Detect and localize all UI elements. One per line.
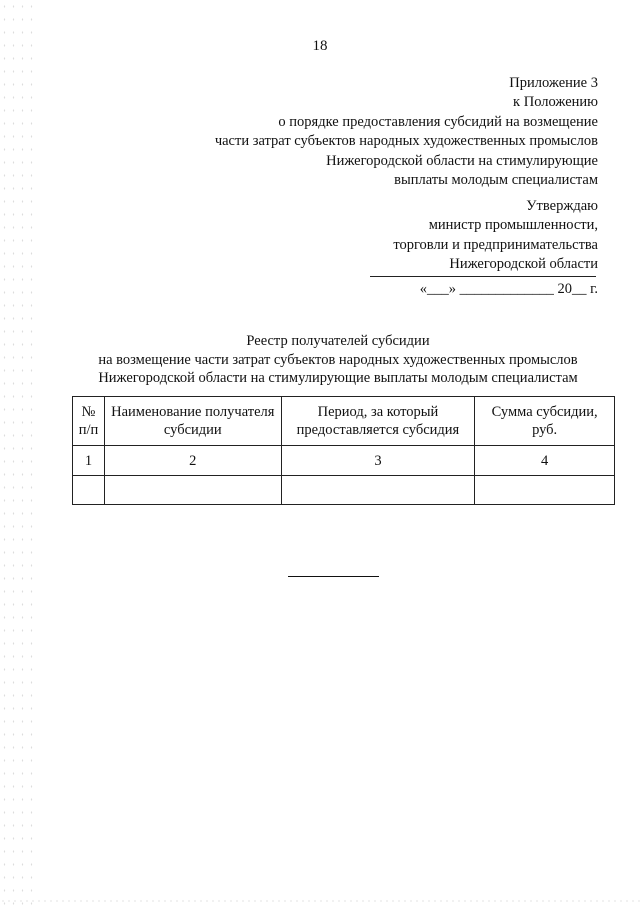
table-cell: [73, 476, 105, 505]
end-of-document-rule: [288, 576, 379, 577]
header-recipient-name: Наименование получателя субсидии: [104, 397, 281, 446]
approval-block: [393, 197, 598, 275]
title-line: Реестр получателей субсидии: [246, 333, 430, 349]
appendix-line: Приложение 3: [509, 75, 598, 91]
header-period: Период, за который предоставляется субсидия: [281, 397, 475, 446]
approval-line: Утверждаю: [526, 198, 598, 214]
table-cell: 3: [281, 446, 475, 476]
page-number: 18: [312, 38, 328, 54]
table-cell: [281, 476, 475, 505]
document-title: [0, 332, 640, 388]
table-row: [73, 476, 615, 505]
appendix-line: Нижегородской области на стимулирующие: [326, 152, 598, 169]
appendix-line: выплаты молодым специалистам: [394, 172, 598, 189]
approval-line: торговли и предпринимательства: [393, 236, 598, 253]
table-cell: [475, 476, 615, 505]
date-line: «___» _____________ 20__ г.: [419, 281, 598, 297]
table-cell: 2: [104, 446, 281, 476]
appendix-line: о порядке предоставления субсидий на возмещение: [278, 113, 598, 130]
header-number: № п/п: [73, 397, 105, 446]
appendix-header: [215, 74, 598, 190]
appendix-line: части затрат субъектов народных художественных промыслов: [214, 133, 598, 150]
registry-table: [72, 396, 615, 505]
signature-line: [370, 276, 596, 277]
scan-noise-left: [0, 0, 36, 905]
scan-noise-bottom: [0, 899, 640, 903]
table-header-row: [73, 397, 615, 446]
approval-line: министр промышленности,: [428, 217, 598, 234]
table-cell: [104, 476, 281, 505]
table-cell: 1: [73, 446, 105, 476]
approval-line: Нижегородской области: [449, 256, 598, 273]
title-line: Нижегородской области на стимулирующие выплаты молодым специалистам: [98, 370, 578, 386]
table-cell: 4: [475, 446, 615, 476]
appendix-line: к Положению: [513, 94, 598, 111]
header-subsidy-amount: Сумма субсидии, руб.: [475, 397, 615, 446]
title-line: на возмещение части затрат субъектов народных художественных промыслов: [98, 351, 578, 368]
column-numbers-row: [73, 446, 615, 476]
